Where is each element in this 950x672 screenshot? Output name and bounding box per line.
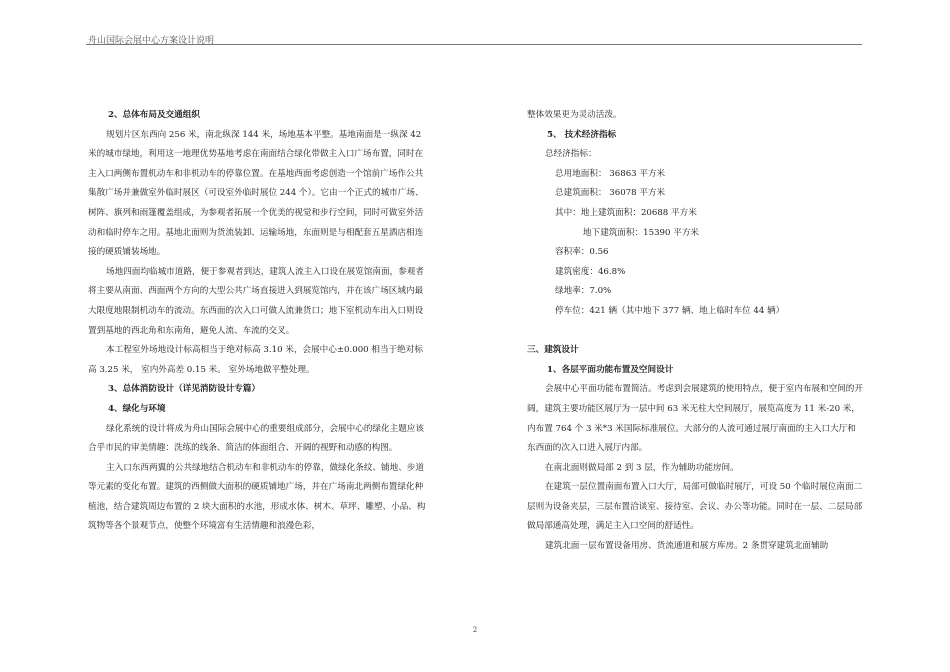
chapter-3-heading: 三、建筑设计 — [527, 345, 579, 356]
indicator-land-area: 总用地面积： 36863 平方米 — [555, 168, 666, 179]
indicator-total-label: 总经济指标： — [545, 149, 597, 160]
subsection-1-paragraph-1: 会展中心平面功能布置简洁。考虑到会展建筑的使用特点，便于室内布展和空间的开阔，建筑主要功能区展厅为一层中间 63 米无柱大空间展厅，展览高度为 11 米-20 米，内布置 764 个 3 米*3 米国际标准展位。大部分的人流可通过展厅南面的主入口大厅和东西面的次入口进入展厅内部。 — [527, 384, 863, 454]
section-3-heading: 3、总体消防设计（详见消防设计专篇） — [108, 384, 261, 395]
section-4-paragraph-2: 主入口东西两翼的公共绿地结合机动车和非机动车的停靠，做绿化条纹、铺地、步道等元素的变化布置。建筑的西侧做大面积的硬质铺地广场，并在广场南北两侧布置绿化种植池，结合建筑周边布置的 2 块大面积的水池，形成水体、树木、草坪、雕塑、小品、构筑物等各个景观节点，使整个环境富有生活情趣和浪漫色彩， — [88, 462, 426, 532]
indicator-building-density: 建筑密度：46.8% — [555, 266, 626, 277]
indicator-floor-area-ratio: 容积率：0.56 — [555, 247, 609, 258]
indicator-floor-area: 总建筑面积： 36078 平方米 — [555, 188, 666, 199]
section-2-paragraph-3: 本工程室外场地设计标高相当于绝对标高 3.10 米，会展中心±0.000 相当于绝对标高 3.25 米， 室内外高差 0.15 米。 室外场地做平整处理。 — [88, 345, 423, 375]
right-column — [527, 106, 863, 557]
left-column — [88, 106, 430, 537]
document-header-title: 舟山国际会展中心方案设计说明 — [88, 36, 215, 46]
indicator-parking: 停车位：421 辆（其中地下 377 辆、地上临时车位 44 辆） — [555, 305, 785, 316]
subsection-1-paragraph-3: 在建筑一层位置南面布置入口大厅，局部可做临时展厅，可设 50 个临时展位南面二层则为设备夹层，三层布置洽谈室、接待室、会议、办公等功能。同时在一层、二层局部做局部通高处理，满足主入口空间的舒适性。 — [527, 482, 863, 532]
section-4-paragraph-1: 绿化系统的设计将成为舟山国际会展中心的重要组成部分，会展中心的绿化主题应该合乎市民的审美情趣：洗练的线条、简洁的体面组合、开阔的视野和动感的构图。 — [88, 423, 424, 454]
header-divider — [86, 44, 862, 45]
indicator-below-ground-area: 地下建筑面积：15390 平方米 — [583, 227, 700, 238]
page-number: 2 — [472, 626, 478, 634]
indicator-above-ground-area: 其中：地上建筑面积：20688 平方米 — [555, 207, 697, 218]
continued-text: 整体效果更为灵动活泼。 — [527, 110, 622, 120]
section-4-heading: 4、绿化与环境 — [108, 403, 166, 414]
section-2-heading: 2、总体布局及交通组织 — [108, 110, 200, 120]
section-2-paragraph-1: 规划片区东西向 256 米，南北纵深 144 米，场地基本平整。基地南面是一纵深 42 米的城市绿地，利用这一地理优势基地考虑在南面结合绿化带做主入口广场布置，同时在主入口两侧布置机动车和非机动车的停靠位置。在基地西面考虑创造一个馆前广场作公共集散广场并兼做室外临时展区（可设室外临时展位 244 个）。它由一个正式的城市广场、树阵、旗列和雨篷覆盖组成，为参观者拓展一个优美的视觉和步行空间，同时可做室外活动和临时停车之用。基地北面则为货流装卸、运输场地，东面则是与相配套五星酒店相连接的硬质铺装场地。 — [88, 129, 424, 258]
section-5-heading: 5、 技术经济指标 — [547, 129, 617, 140]
subsection-1-heading: 1、各层平面功能布置及空间设计 — [547, 364, 674, 375]
subsection-1-paragraph-4: 建筑北面一层布置设备用房、货流通道和展方库房。2 条贯穿建筑北面辅助 — [545, 541, 829, 552]
indicator-green-ratio: 绿地率：7.0% — [555, 286, 612, 297]
subsection-1-paragraph-2: 在南北面则做局部 2 到 3 层，作为辅助功能房间。 — [545, 462, 739, 473]
section-2-paragraph-2: 场地四面均临城市道路，便于参观者到达，建筑人流主入口设在展览馆南面，参观者将主要从南面、西面两个方向的大型公共广场直接进入到展览馆内，并在该广场区域内最大限度地限制机动车的流动。东西面的次入口可做人流兼货口；地下室机动车出入口则设置到基地的西北角和东南角，避免人流、车流的交叉。 — [88, 266, 424, 336]
section-spacer — [527, 322, 863, 342]
